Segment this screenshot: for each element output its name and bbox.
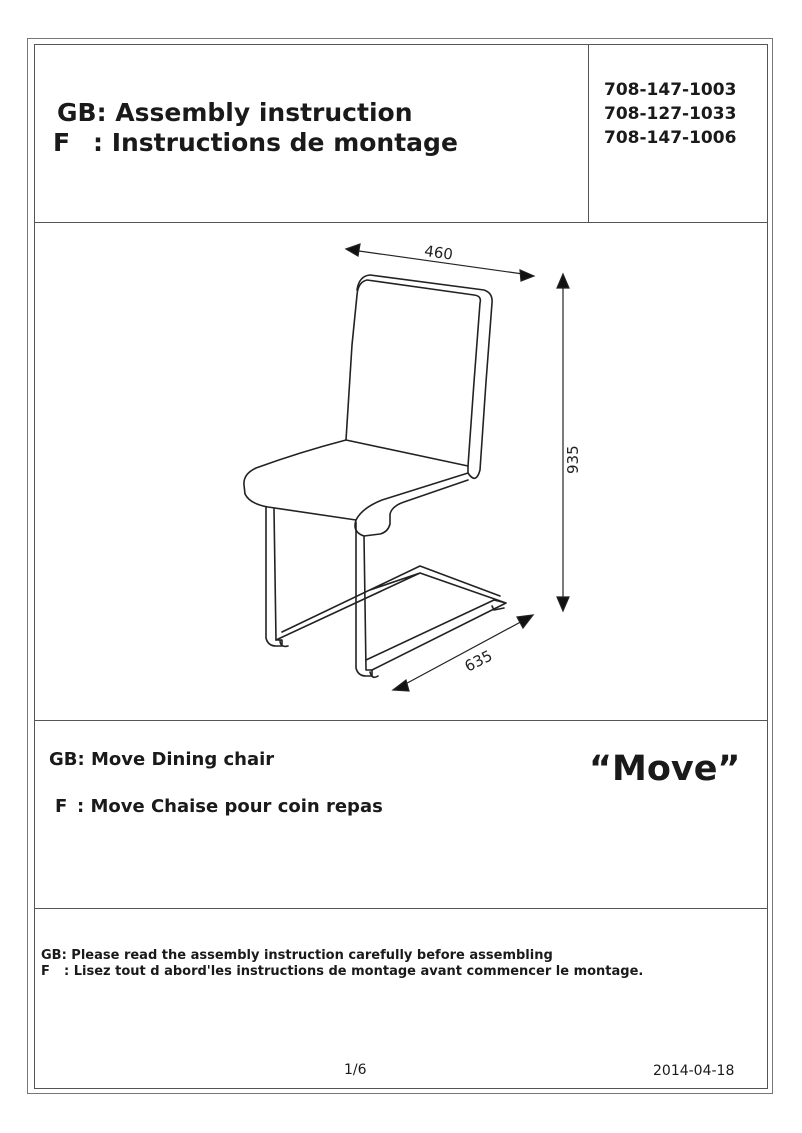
model-name: “Move” <box>589 749 741 789</box>
product-name-f-prefix: F <box>55 796 68 817</box>
title-f-prefix: F <box>53 128 71 157</box>
notice-gb: GB: Please read the assembly instruction carefully before assembling <box>41 948 553 963</box>
article-number-1: 708-147-1003 <box>604 80 737 100</box>
title-gb: GB: Assembly instruction <box>57 98 413 127</box>
chair-seat <box>244 440 468 520</box>
dimension-width: 460 <box>423 241 455 264</box>
chair-leg-left <box>266 507 282 646</box>
title-f: : Instructions de montage <box>93 128 458 157</box>
product-name-f: : Move Chaise pour coin repas <box>77 796 383 817</box>
page-number: 1/6 <box>344 1062 367 1078</box>
notice-f-prefix: F <box>41 964 50 979</box>
dimension-depth: 635 <box>461 646 496 676</box>
notice-f: : Lisez tout d abord'les instructions de montage avant commencer le montage. <box>64 964 644 979</box>
chair-backrest <box>346 275 492 478</box>
article-number-3: 708-147-1006 <box>604 128 737 148</box>
dimension-height: 935 <box>564 445 582 474</box>
product-name-gb: GB: Move Dining chair <box>49 749 275 770</box>
chair-seat-front <box>355 480 468 536</box>
article-number-2: 708-127-1033 <box>604 104 737 124</box>
document-date: 2014-04-18 <box>653 1063 735 1079</box>
